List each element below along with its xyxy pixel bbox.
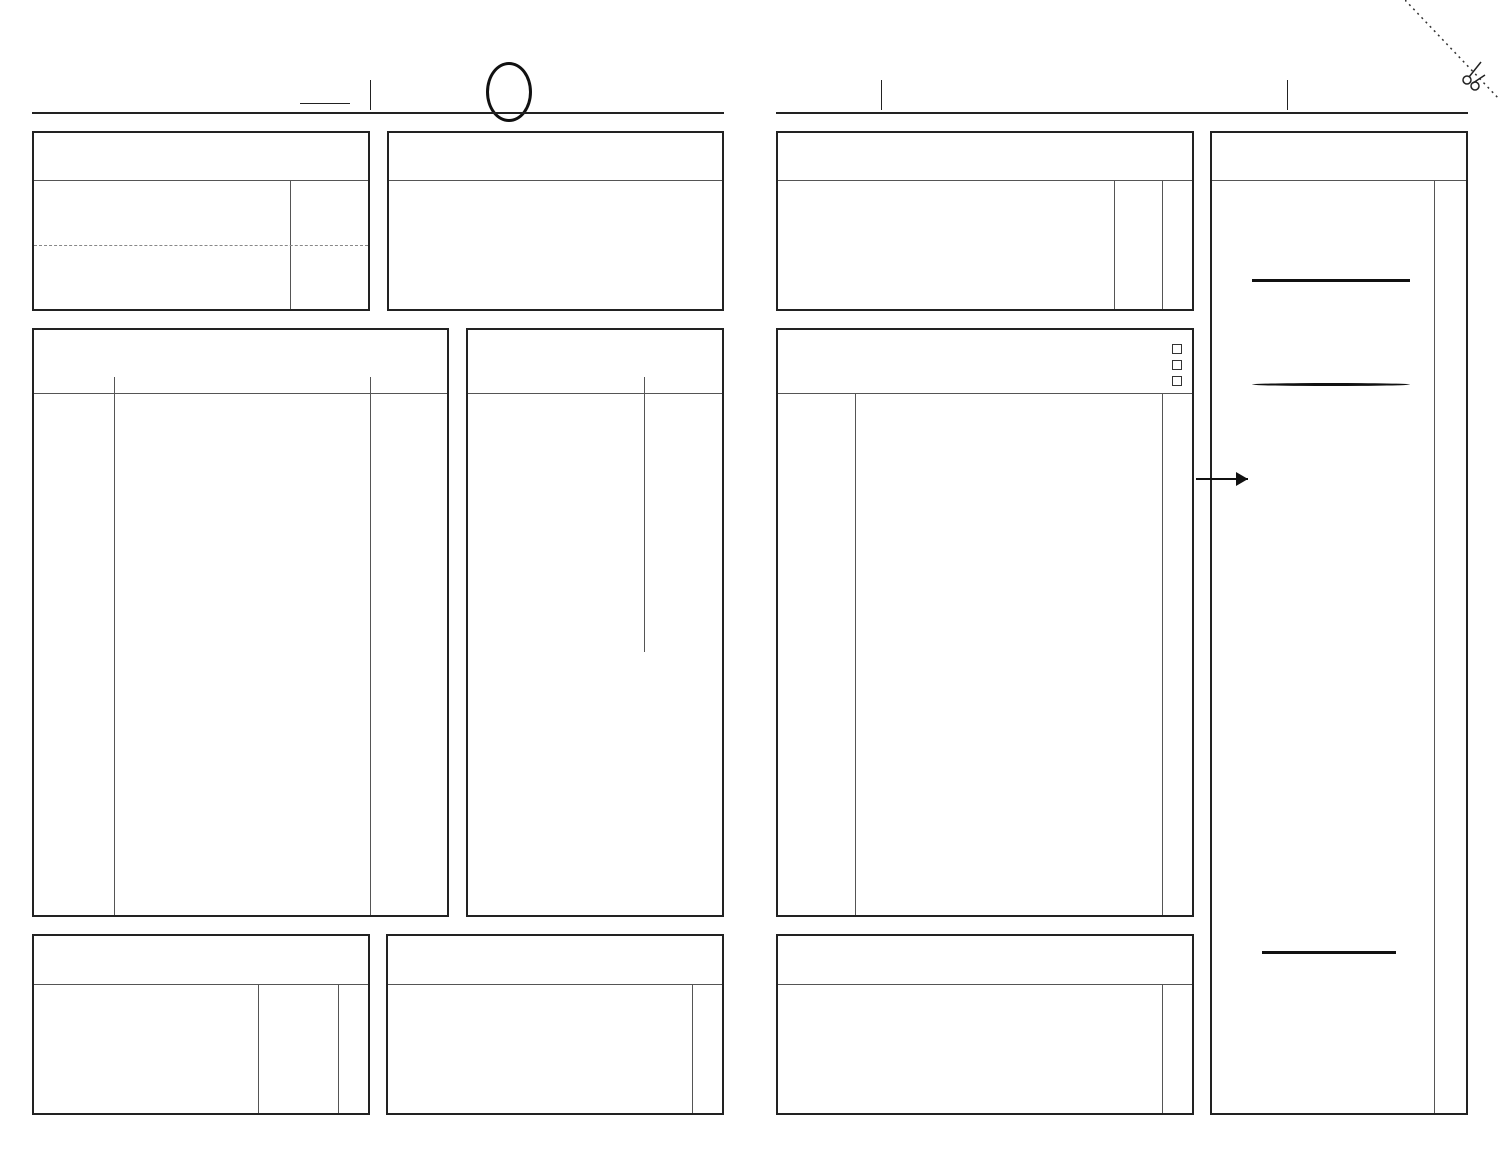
note-underline	[1252, 383, 1410, 386]
scissors-icon	[1405, 0, 1500, 100]
self-assessment-panel	[387, 131, 724, 311]
metrics-panel	[466, 328, 724, 917]
note-total-line	[1262, 951, 1396, 954]
agenda-panel	[32, 328, 449, 917]
notable-people-panel	[386, 934, 724, 1115]
legend-started-box	[1172, 344, 1182, 354]
notes-panel	[1210, 131, 1468, 1115]
legend-completed-box	[1172, 360, 1182, 370]
food-drink-panel	[776, 131, 1194, 311]
notable-occurrences-panel	[776, 934, 1194, 1115]
expenses-panel	[32, 934, 370, 1115]
action-items-panel	[776, 328, 1194, 917]
legend-deferred-box	[1172, 376, 1182, 386]
note-arrow	[1252, 279, 1410, 282]
weather-panel	[32, 131, 370, 311]
detroit-arrowhead	[1236, 472, 1248, 486]
